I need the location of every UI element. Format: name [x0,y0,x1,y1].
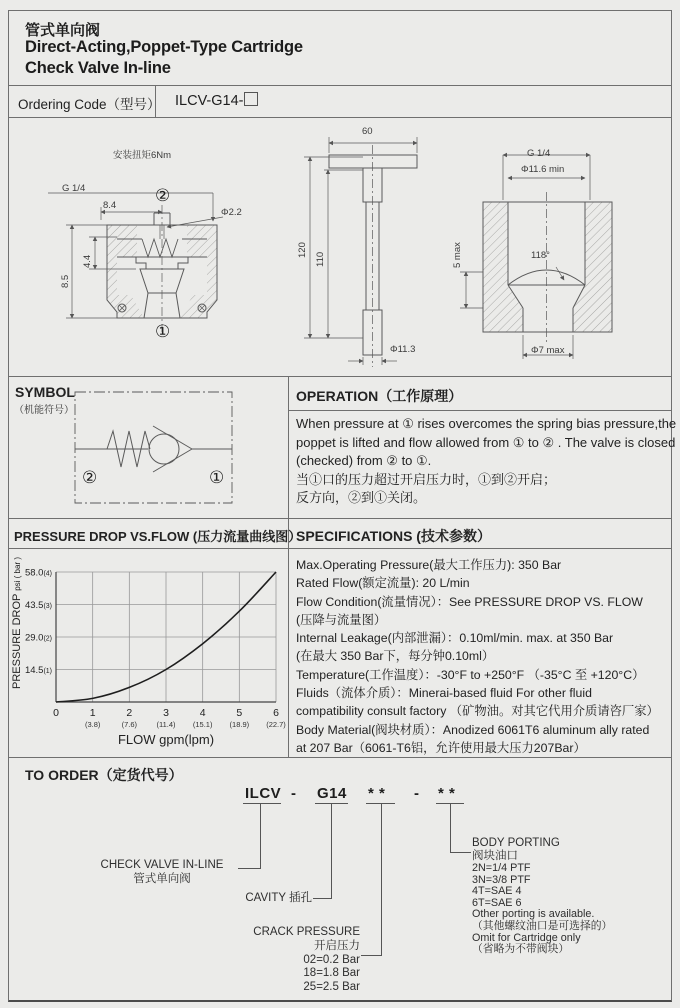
crack-pressure-block [240,926,360,995]
operation-line: 反方向，②到①关闭。 [296,490,427,506]
body-porting-option: （省略为不带阀块） [472,943,570,956]
body-porting-block [472,837,612,956]
svg-text:4: 4 [199,707,206,719]
svg-text:5: 5 [236,707,243,719]
ordering-code-label: Ordering Code（型号） [18,97,161,112]
specification-line: Fluids（流体介质）：Minerai-based fluid For other fluid [296,686,592,701]
right-thread-label: G 1/4 [527,148,551,159]
crack-pressure-option: 18=1.8 Bar [303,967,360,980]
crack-pressure-title-zh: 开启压力 [314,939,360,952]
specification-line: Internal Leakage(内部泄漏）：0.10ml/min. max. at 350 Bar [296,631,614,646]
symbol-title: SYMBOL [15,384,75,400]
order-code-g14: G14 [317,785,347,802]
body-porting-option: 6T=SAE 6 [472,896,522,909]
symbol-port2-label: ② [82,468,98,487]
body-porting-option: （其他螺纹油口是可选择的） [472,919,613,932]
specification-line: (压降与流量图） [296,612,387,627]
body-porting-option: Other porting is available. [472,908,595,921]
middle-dim-120: 120 [297,242,308,258]
body-porting-options [472,863,612,956]
left-dim-4-4: 4.4 [82,254,93,268]
check-valve-label [87,858,237,886]
specifications-title: SPECIFICATIONS (技术参数） [296,528,491,544]
body-porting-option: Omit for Cartridge only [472,931,581,944]
divider [8,85,671,86]
specifications-text [296,556,668,757]
divider [8,548,671,549]
svg-text:(22.7): (22.7) [266,720,286,729]
order-code-dash1: - [291,785,297,802]
left-port1-label: ① [155,322,171,341]
middle-dim-d11-3: Φ11.3 [390,344,416,355]
operation-text [296,415,677,508]
operation-line: (checked) from ② to ①. [296,453,432,469]
order-code-stars1: * * [368,785,386,802]
specification-line: Temperature(工作温度）：-30°F to +250°F （-35°C 至 +120°C） [296,667,645,682]
symbol-port1-label: ① [209,468,225,487]
pressure-drop-chart [8,552,288,752]
specification-line: compatibility consult factory （矿物油。对其它代用介质请咨厂家） [296,704,659,719]
ordering-code-blank-box [244,92,258,106]
body-porting-title: BODY PORTING [472,837,560,849]
svg-text:43.5(3): 43.5(3) [24,600,52,611]
operation-title: OPERATION（工作原理） [296,388,463,404]
right-dim-d7max: Φ7 max [531,345,565,356]
order-code-dash2: - [414,785,420,802]
specification-line: Flow Condition(流量情况）：See PRESSURE DROP VS. FLOW [296,594,643,609]
to-order-title: TO ORDER（定货代号） [25,767,183,783]
symbol-subtitle: （机能符号） [14,405,74,416]
order-code-stars2: * * [438,785,456,802]
order-code-underline [243,803,281,804]
divider [8,376,671,377]
tree-connector [260,803,261,868]
operation-line: poppet is lifted and flow allowed from ① to ② . The valve is closed [296,434,676,450]
page-title-zh: 管式单向阀 [25,22,101,39]
crack-pressure-option: 02=0.2 Bar [303,953,360,966]
svg-text:0: 0 [53,707,59,719]
right-angle-118: 118° [531,250,550,261]
svg-text:14.5(1): 14.5(1) [24,665,52,676]
svg-text:(3.8): (3.8) [84,720,101,729]
specification-line: Body Material(阀块材质）：Anodized 6061T6 aluminum ally rated [296,722,650,737]
left-port2-label: ② [155,186,171,205]
crack-pressure-options [240,954,360,995]
svg-text:1: 1 [89,707,96,719]
left-dim-8-4: 8.4 [103,200,117,211]
svg-text:PRESSURE DROP psi ( bar ): PRESSURE DROP psi ( bar ) [11,556,23,689]
middle-dim-110: 110 [315,251,326,267]
body-porting-option: 4T=SAE 4 [472,885,522,898]
left-dim-8-5: 8.5 [60,274,71,288]
left-drawing-section-view [48,193,223,332]
left-thread-label: G 1/4 [62,183,86,194]
tree-connector [450,852,471,853]
torque-note: 安装扭矩6Nm [113,150,172,161]
ordering-code-value [175,92,258,109]
page-title-en-2: Check Valve In-line [25,59,171,77]
page-title-en-1: Direct-Acting,Poppet-Type Cartridge [25,38,303,56]
right-dim-5max: 5 max [452,242,463,268]
crack-pressure-option: 25=2.5 Bar [303,981,360,994]
tree-connector [361,955,382,956]
body-porting-title-zh: 阀块油口 [472,850,518,862]
svg-text:FLOW gpm(lpm): FLOW gpm(lpm) [117,732,215,747]
specification-line: (在最大 350 Bar下，每分钟0.10ml） [296,649,495,664]
tree-connector [238,868,261,869]
svg-text:(11.4): (11.4) [156,720,176,729]
svg-text:58.0(4): 58.0(4) [24,567,52,579]
right-dim-d11-6: Φ11.6 min [521,164,565,175]
svg-text:29.0(2): 29.0(2) [24,632,52,644]
divider [8,518,671,519]
check-valve-label-zh: 管式单向阀 [133,873,191,885]
svg-text:(18.9): (18.9) [229,720,250,729]
technical-drawings [8,117,671,376]
tree-connector [331,803,332,898]
middle-dim-60: 60 [362,126,373,137]
order-code-ilcv: ILCV [245,785,282,802]
pressure-drop-title: PRESSURE DROP VS.FLOW (压力流量曲线图） [14,529,302,544]
svg-text:2: 2 [126,707,133,719]
operation-line: When pressure at ① rises overcomes the spring bias pressure,the [296,416,677,431]
specification-line: Rated Flow(额定流量): 20 L/min [296,576,470,591]
check-valve-label-en: CHECK VALVE IN-LINE [100,859,224,871]
svg-text:6: 6 [273,707,279,719]
specification-line: at 207 Bar（6061-T6铝，允许使用最大压力207Bar） [296,740,586,755]
body-porting-option: 2N=1/4 PTF [472,862,531,874]
svg-text:3: 3 [163,707,169,719]
crack-pressure-title: CRACK PRESSURE [253,926,360,938]
divider [288,410,671,411]
svg-text:(7.6): (7.6) [121,720,138,729]
body-porting-option: 3N=3/8 PTF [472,873,531,886]
specification-line: Max.Operating Pressure(最大工作压力): 350 Bar [296,558,562,572]
ordering-code-prefix: ILCV-G14- [175,93,244,109]
tree-connector [450,803,451,852]
divider [288,376,289,757]
left-dim-d2-2: Φ2.2 [221,207,242,218]
cavity-label: CAVITY 插孔 [245,892,312,904]
svg-text:(15.1): (15.1) [192,720,213,729]
tree-connector [381,803,382,955]
operation-line: 当①口的压力超过开启压力时，①到②开启； [296,471,557,487]
tree-connector [313,898,332,899]
check-valve-symbol [8,378,288,518]
